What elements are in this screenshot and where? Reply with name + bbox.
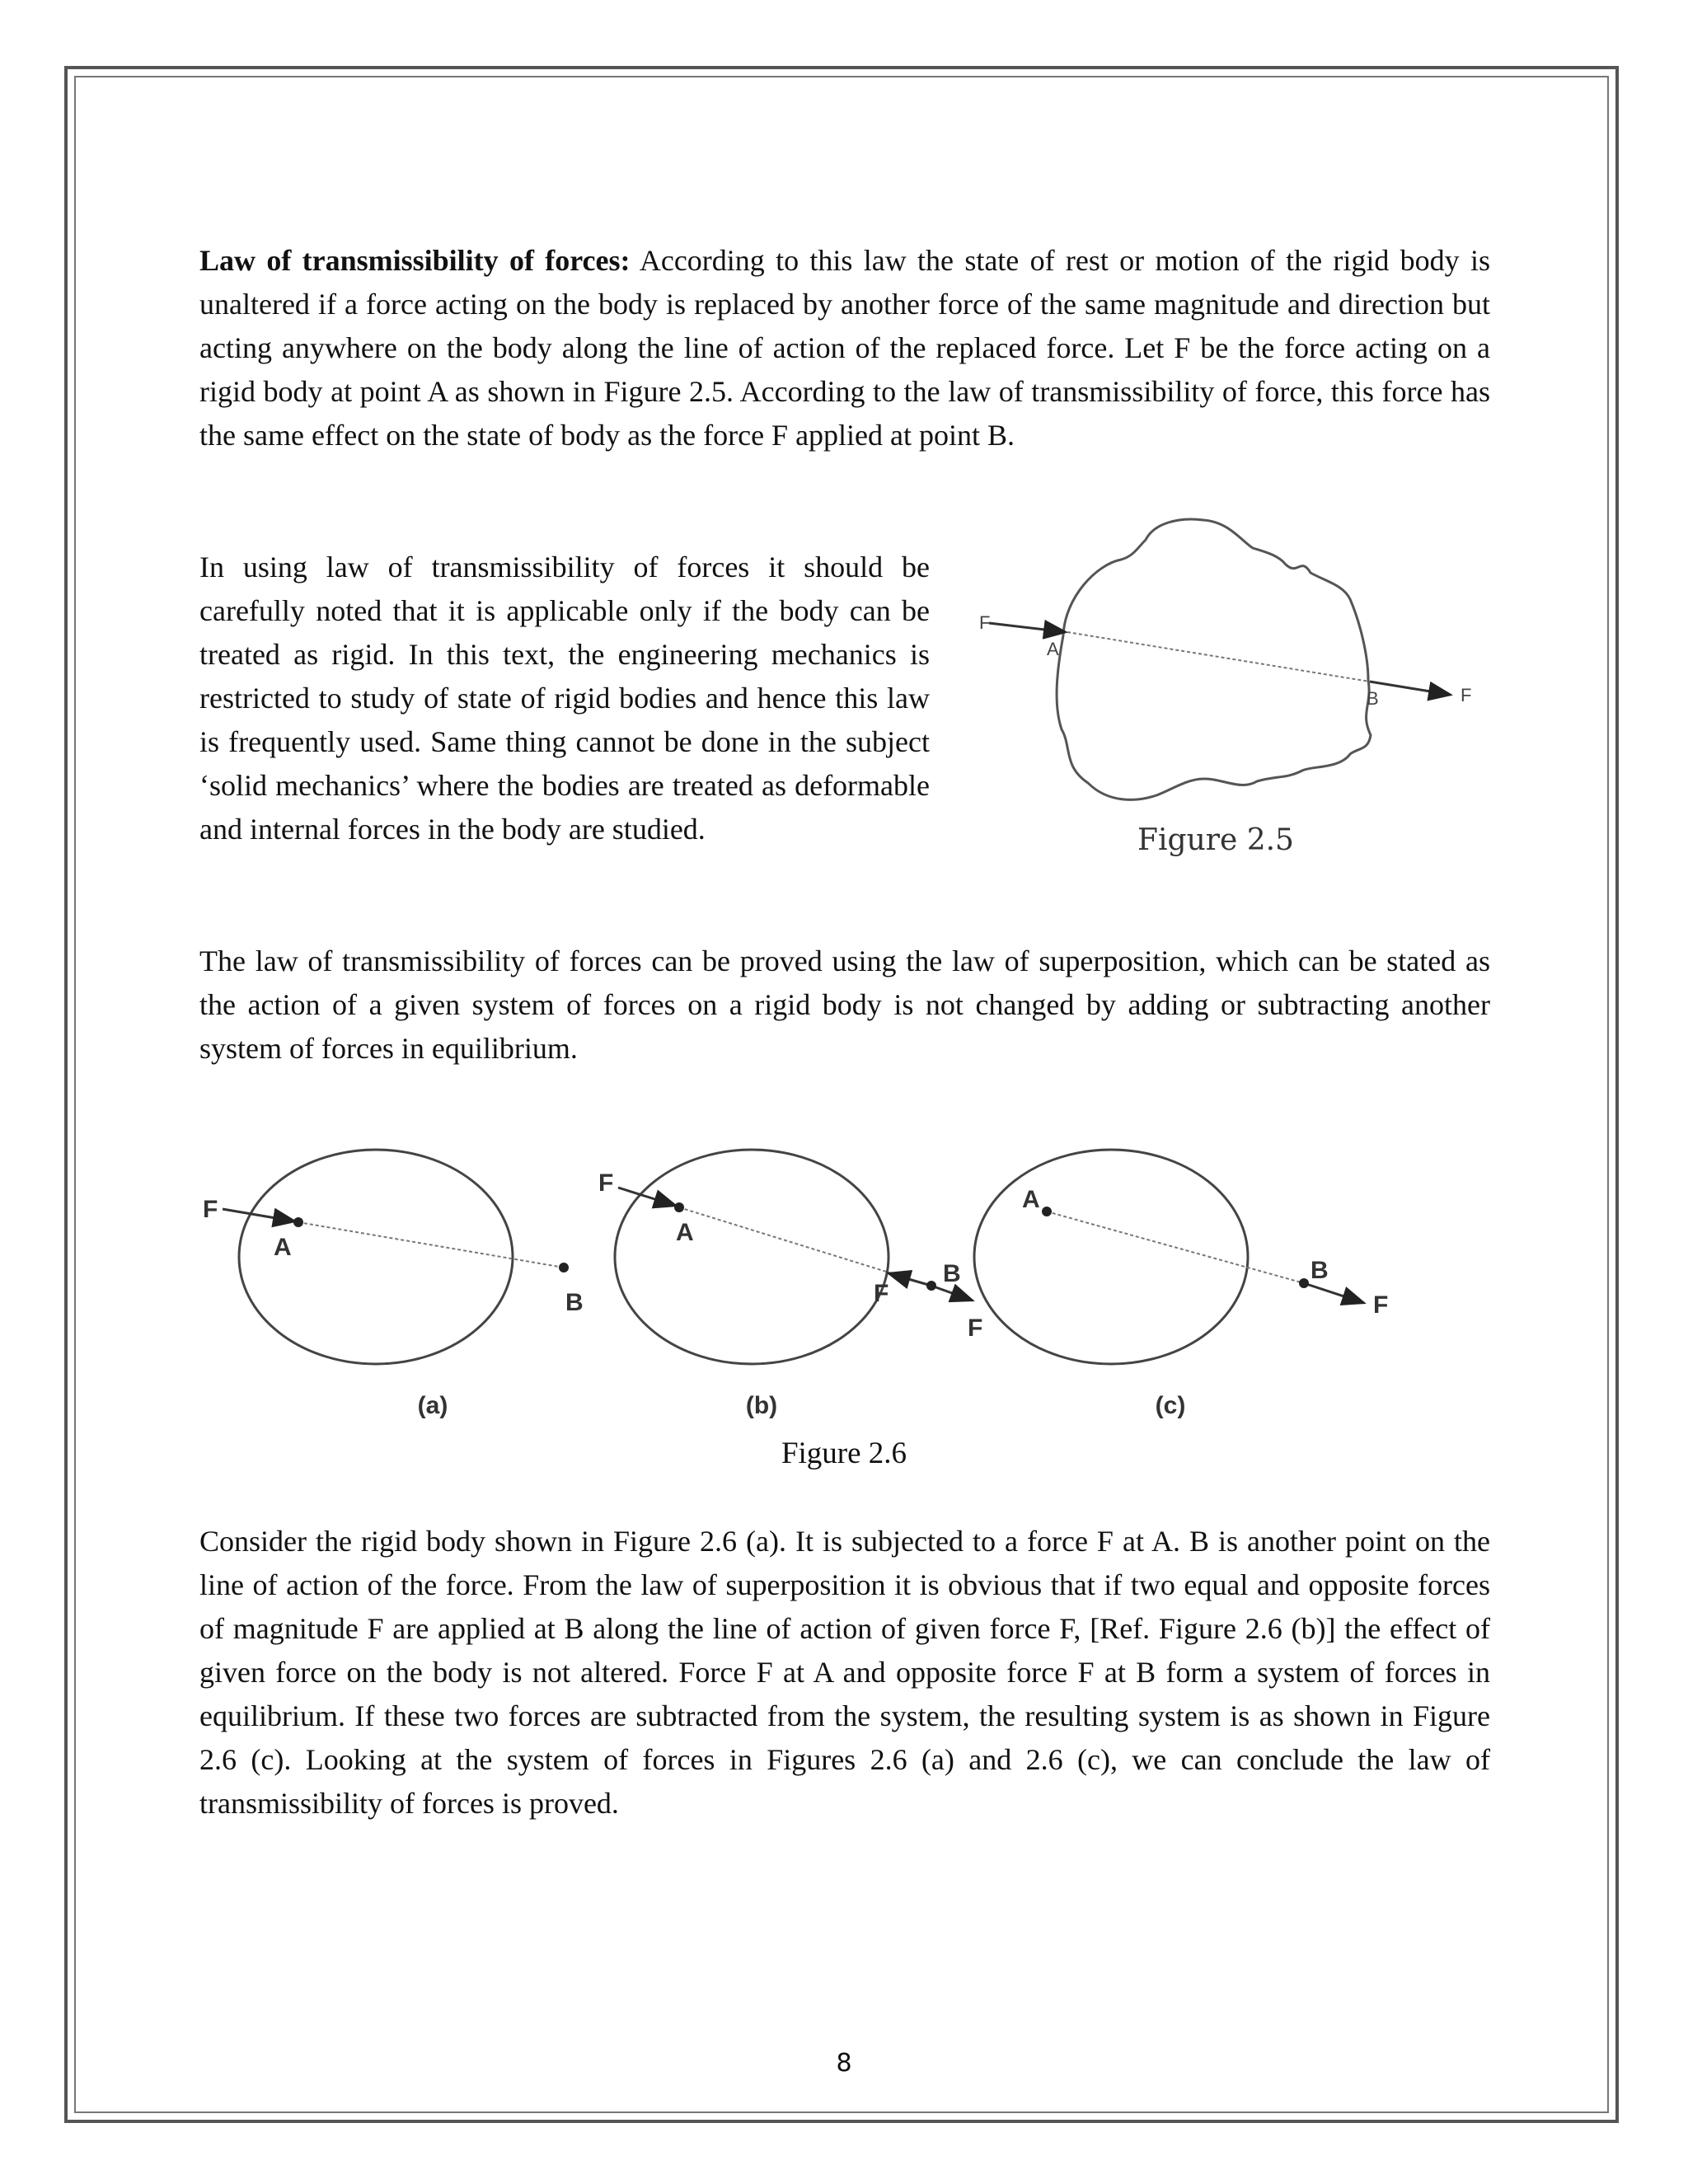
label-f-top-b: F [598,1169,614,1197]
figure-2-6-caption: Figure 2.6 [781,1436,907,1470]
force-arrow-at-b [1370,682,1451,695]
force-arrow-at-a [989,623,1066,632]
figure-2-5 [956,507,1500,878]
label-b-a: B [565,1289,584,1316]
figure-2-6-a [203,1150,584,1419]
label-f-bottom-b: F [968,1315,983,1342]
label-point-b: B [1367,688,1379,709]
figure-2-6-b [598,1150,982,1419]
label-point-a: A [1047,639,1059,659]
point-b-dot [559,1263,569,1272]
figure-2-5-caption: Figure 2.5 [1137,823,1294,857]
paragraph-proof: Consider the rigid body shown in Figure 2.6 (a). It is subjected to a force F at A. B is another point on the line of action of the force. From the law of superposition it is obvious that if two equal and opposite forces of magnitude F are applied at B along the line of action of given force F, [Ref. Figure 2.6 (b)] the effect of given force on the body is not altered. Force F at A and opposite force F at B form a system of forces in equilibrium. If these two forces are subtracted from the system, the resulting system is as shown in Figure 2.6 (c). Looking at the system of forces in Figures 2.6 (a) and 2.6 (c), we can conclude the law of transmissibility of forces is proved. [199,1525,1490,1820]
label-f-a: F [203,1196,218,1223]
label-f-c: F [1373,1291,1389,1319]
point-a-dot [293,1217,303,1227]
subcaption-c: (c) [1155,1392,1186,1419]
label-f-right: F [1461,685,1472,705]
label-a-b: A [676,1219,694,1246]
paragraph-superposition: The law of transmissibility of forces can be proved using the law of superposition, which can be stated as the action of a given system of forces on a rigid body is not changed by adding or subtracting another system of forces in equilibrium. [199,944,1490,1065]
rigid-body-outline [1057,519,1371,799]
force-arrow-c [1304,1283,1364,1303]
label-a-c: A [1022,1186,1040,1213]
line-of-action-c [1047,1212,1304,1283]
page-number: 8 [836,2049,852,2078]
figure-2-6 [190,1133,1459,1430]
point-a-dot-c [1042,1207,1052,1216]
label-b-b: B [943,1260,961,1287]
subcaption-b: (b) [745,1392,778,1419]
label-a-a: A [274,1234,292,1261]
paragraph-transmissibility-law [199,239,1490,457]
force-arrow-a [223,1209,295,1221]
force-arrow-b-bottom [931,1286,973,1301]
heading-transmissibility: Law of transmissibility of forces: [199,244,631,277]
label-f-left: F [979,612,991,633]
force-arrow-b-top [618,1188,676,1206]
point-b-dot-c [1299,1278,1309,1288]
body-ellipse-b [615,1150,889,1364]
paragraph-1-text: According to this law the state of rest or motion of the rigid body is unaltered if a force acting on the body is replaced by another force of the same magnitude and direction but acting anywhere on the body along the line of action of the replaced force. Let F be the force acting on a rigid body at point A as shown in Figure 2.5. According to the law of transmissibility of force, this force has the same effect on the state of body as the force F applied at point B. [199,244,1490,452]
label-b-c: B [1311,1257,1329,1284]
paragraph-rigid-body-note: In using law of transmissibility of forces it should be carefully noted that it is applicable only if the body can be treated as rigid. In this text, the engineering mechanics is restricted to study of state of rigid bodies and hence this law is frequently used. Same thing cannot be done in the subject ‘solid mechanics’ where the bodies are treated as deformable and internal forces in the body are studied. [199,551,930,846]
label-f-mid-b: F [874,1280,889,1307]
point-b-dot-b [926,1281,936,1291]
force-arrow-b-opposite [889,1273,931,1286]
line-of-action-a [298,1222,564,1268]
body-ellipse-c [974,1150,1248,1364]
subcaption-a: (a) [417,1392,448,1419]
figure-2-6-c [974,1150,1388,1419]
point-a-dot-b [674,1202,684,1212]
line-of-action [1067,632,1370,682]
